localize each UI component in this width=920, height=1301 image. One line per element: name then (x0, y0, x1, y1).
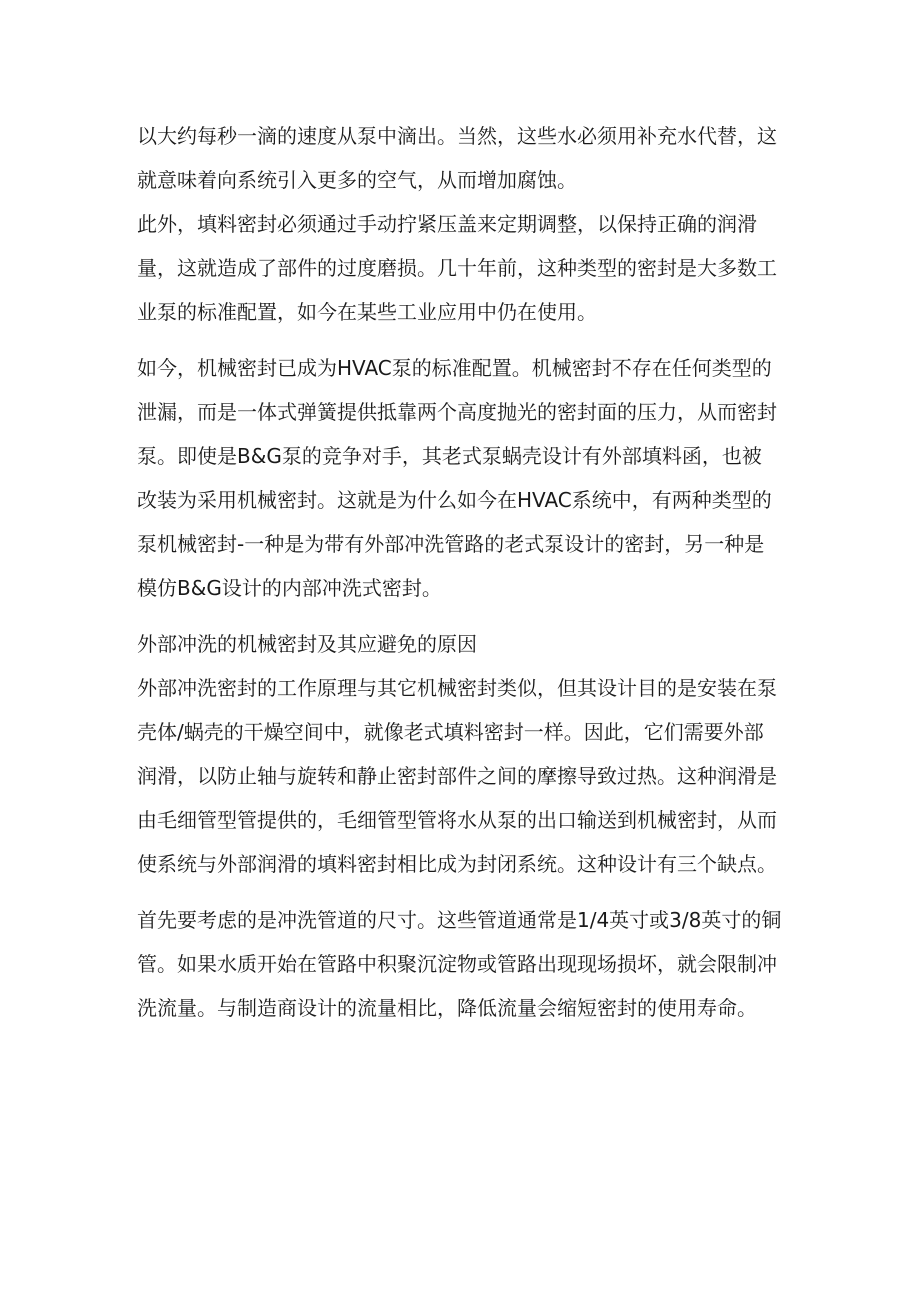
text-line: 外部冲洗密封的工作原理与其它机械密封类似，但其设计目的是安装在泵 (137, 676, 777, 700)
text-line: 就意味着向系统引入更多的空气，从而增加腐蚀。 (137, 168, 577, 192)
text-line: 由毛细管型管提供的，毛细管型管将水从泵的出口输送到机械密封，从而 (137, 808, 777, 832)
paragraph-gap (137, 886, 787, 898)
text-line: 壳体/蜗壳的干燥空间中，就像老式填料密封一样。因此，它们需要外部 (137, 720, 764, 744)
paragraph-flush-line-size (137, 898, 787, 1030)
text-line: 使系统与外部润滑的填料密封相比成为封闭系统。这种设计有三个缺点。 (137, 852, 777, 876)
paragraph-gap (137, 334, 787, 346)
text-line: 模仿B&G设计的内部冲洗式密封。 (137, 576, 442, 600)
text-line: 泄漏，而是一体式弹簧提供抵靠两个高度抛光的密封面的压力，从而密封 (137, 400, 777, 424)
paragraph-packing-adjustment (137, 202, 787, 334)
text-line: 洗流量。与制造商设计的流量相比，降低流量会缩短密封的使用寿命。 (137, 996, 757, 1020)
paragraph-water-loss (137, 114, 787, 202)
text-line: 量，这就造成了部件的过度磨损。几十年前，这种类型的密封是大多数工 (137, 256, 777, 280)
text-line: 泵机械密封-一种是为带有外部冲洗管路的老式泵设计的密封，另一种是 (137, 532, 765, 556)
section-heading-external-flush (137, 622, 787, 666)
text-line: 改装为采用机械密封。这就是为什么如今在HVAC系统中，有两种类型的 (137, 488, 772, 512)
section-heading: 外部冲洗的机械密封及其应避免的原因 (137, 632, 477, 656)
document-body (137, 114, 787, 1030)
paragraph-mechanical-seals (137, 346, 787, 610)
text-line: 润滑，以防止轴与旋转和静止密封部件之间的摩擦导致过热。这种润滑是 (137, 764, 777, 788)
text-line: 如今，机械密封已成为HVAC泵的标准配置。机械密封不存在任何类型的 (137, 356, 772, 380)
text-line: 首先要考虑的是冲洗管道的尺寸。这些管道通常是1/4英寸或3/8英寸的铜 (137, 908, 782, 932)
text-line: 以大约每秒一滴的速度从泵中滴出。当然，这些水必须用补充水代替，这 (137, 124, 777, 148)
text-line: 业泵的标准配置，如今在某些工业应用中仍在使用。 (137, 300, 597, 324)
text-line: 此外，填料密封必须通过手动拧紧压盖来定期调整，以保持正确的润滑 (137, 212, 757, 236)
text-line: 管。如果水质开始在管路中积聚沉淀物或管路出现现场损坏，就会限制冲 (137, 952, 777, 976)
paragraph-gap (137, 610, 787, 622)
paragraph-external-flush-seals (137, 666, 787, 886)
text-line: 泵。即使是B&G泵的竞争对手，其老式泵蜗壳设计有外部填料函，也被 (137, 444, 762, 468)
